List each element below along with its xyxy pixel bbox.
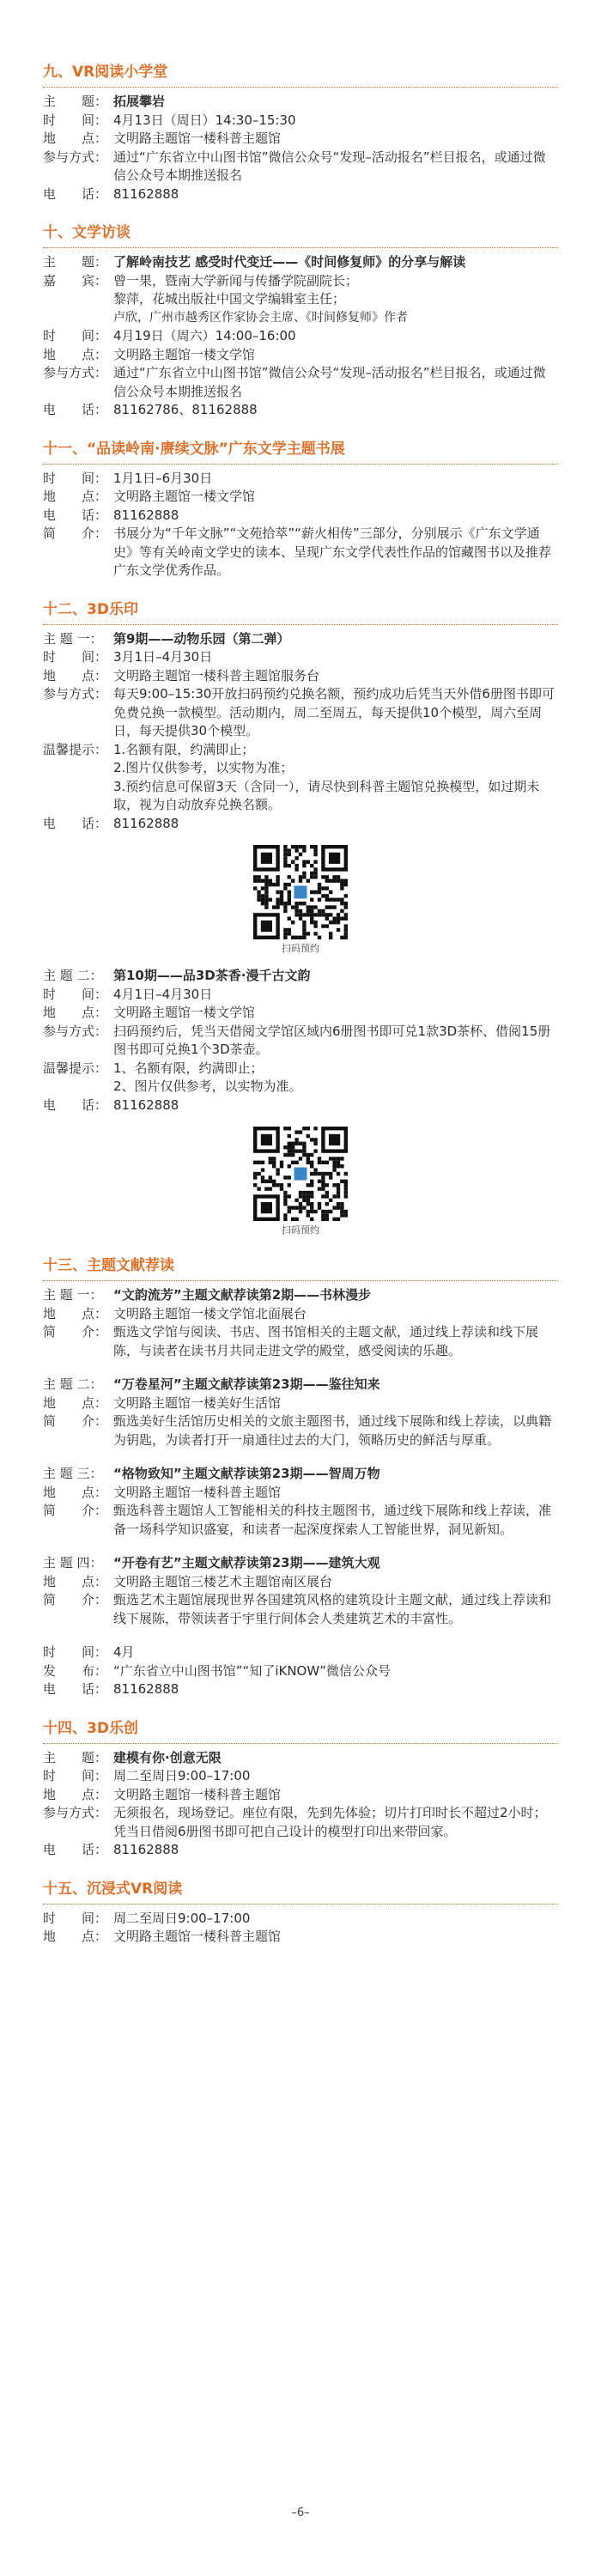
info-row: [43, 667, 558, 686]
page-number: –6–: [291, 2506, 310, 2519]
row-value: 4月19日（周六）14:00–16:00: [113, 328, 296, 343]
row-label: 时 间：: [43, 1768, 108, 1783]
row-value: 第10期——品3D茶香·漫千古文韵: [113, 968, 311, 983]
row-label: 时 间：: [43, 986, 108, 1002]
row-label: 地 点：: [43, 1305, 108, 1321]
info-row: [43, 290, 558, 309]
info-row: [43, 401, 558, 420]
row-label: 地 点：: [43, 1786, 108, 1802]
row-label: 时 间：: [43, 649, 108, 665]
row-value: 文明路主题馆一楼科普主题馆: [113, 131, 282, 146]
recommendation-common-info: [43, 1643, 558, 1699]
row-label: 参与方式：: [43, 686, 108, 702]
info-row: [43, 1023, 558, 1060]
row-value: 81162786、81162888: [113, 402, 258, 417]
row-label: 主 题 四：: [43, 1555, 103, 1571]
qr-code[interactable]: [253, 1127, 348, 1221]
info-row: [43, 1502, 558, 1539]
row-value: 甄选文学馆与阅读、书店、图书馆相关的主题文献，通过线上荐读和线下展陈，与读者在读书月共同走进文学的殿堂，感受阅读的乐趣。: [113, 1324, 539, 1358]
row-value: 文明路主题馆三楼艺术主题馆南区展台: [113, 1573, 333, 1589]
row-value: 文明路主题馆一楼科普主题馆: [113, 1929, 282, 1944]
row-label: 地 点：: [43, 346, 108, 362]
section-title: 九、VR阅读小学堂: [43, 62, 558, 88]
info-row: [43, 488, 558, 507]
info-row: [43, 1004, 558, 1023]
row-label: 嘉 宾：: [43, 272, 108, 289]
row-label: 时 间：: [43, 1644, 108, 1660]
info-row: [43, 1767, 558, 1786]
info-row: [43, 815, 558, 834]
info-row: [43, 1376, 558, 1394]
qr-code[interactable]: [253, 845, 348, 939]
info-row: [43, 93, 558, 112]
row-value: 每天9:00–15:30开放扫码预约兑换名额，预约成功后凭当天外借6册图书即可免费兑换一款模型。活动期内，周二至周五，每天提供10个模型，周六至周日，每天提供30个模型。: [113, 686, 555, 738]
info-row: [43, 1841, 558, 1860]
info-row: [43, 185, 558, 204]
row-value: 黎萍，花城出版社中国文学编辑室主任；: [113, 291, 346, 307]
section-guangdong-literature-book-exhibition: [43, 439, 558, 580]
row-value: 2.图片仅供参考，以实物为准；: [113, 760, 294, 775]
row-label: 温馨提示：: [43, 741, 108, 757]
row-label: 地 点：: [43, 1929, 108, 1944]
info-row: [43, 759, 558, 778]
info-row: [43, 778, 558, 815]
info-row: [43, 130, 558, 149]
qr-code-block: [43, 1127, 558, 1236]
recommendation-block: [43, 1286, 558, 1360]
section-literary-interview: [43, 222, 558, 420]
info-row: [43, 1643, 558, 1662]
row-label: 电 话：: [43, 815, 108, 831]
info-row: [43, 507, 558, 526]
row-label: 地 点：: [43, 667, 108, 683]
row-value: “开卷有艺”主题文献荐读第23期——建筑大观: [113, 1555, 380, 1571]
row-label: 电 话：: [43, 1681, 108, 1697]
row-label: 时 间：: [43, 1910, 108, 1926]
section-3d-creation: [43, 1718, 558, 1860]
qr-caption: 扫码预约: [282, 1224, 319, 1236]
row-label: [43, 1078, 113, 1097]
info-row: [43, 272, 558, 291]
row-value: 文明路主题馆一楼科普主题馆: [113, 1484, 282, 1500]
row-value: 曾一果，暨南大学新闻与传播学院副院长；: [113, 272, 359, 289]
row-value: 周二至周日9:00–17:00: [113, 1910, 251, 1926]
row-label: 主 题 一：: [43, 630, 103, 647]
section-3d-printing: [43, 599, 558, 1237]
row-value: 文明路主题馆一楼科普主题馆服务台: [113, 667, 320, 683]
row-value: 文明路主题馆一楼文学馆: [113, 489, 256, 504]
row-value: 81162888: [113, 1842, 179, 1857]
row-label: 主 题：: [43, 254, 108, 270]
info-row: [43, 1413, 558, 1449]
row-label: 发 布：: [43, 1662, 108, 1679]
section-title: 十三、主题文献荐读: [43, 1255, 558, 1281]
info-row: [43, 364, 558, 401]
qr-code-block: [43, 845, 558, 955]
recommendation-block: [43, 1376, 558, 1449]
row-label: 时 间：: [43, 112, 108, 128]
info-row: [43, 1286, 558, 1305]
row-label: [43, 759, 113, 778]
info-row: [43, 253, 558, 272]
row-label: 主 题 二：: [43, 1376, 103, 1392]
row-value: “万卷星河”主题文献荐读第23期——鉴往知来: [113, 1376, 380, 1392]
section-vr-reading-class: [43, 62, 558, 204]
row-label: 简 介：: [43, 1324, 108, 1340]
row-label: 参与方式：: [43, 365, 108, 380]
info-row: [43, 1394, 558, 1413]
row-label: 主 题：: [43, 1749, 108, 1765]
row-label: 电 话：: [43, 185, 108, 202]
row-label: [43, 778, 113, 815]
info-row: [43, 1804, 558, 1841]
row-value: 1月1日–6月30日: [113, 470, 213, 486]
info-row: [43, 327, 558, 346]
row-label: 主 题：: [43, 94, 108, 109]
row-value: 3.预约信息可保留3天（含同一），请尽快到科普主题馆兑换模型，如过期未取，视为自动放弃兑换名额。: [113, 778, 540, 812]
row-value: 第9期——动物乐园（第二弹）: [113, 630, 290, 647]
info-row: [43, 1680, 558, 1699]
info-row: [43, 1484, 558, 1503]
info-row: [43, 986, 558, 1005]
row-value: 通过“广东省立中山图书馆”微信公众号“发现–活动报名”栏目报名，或通过微信公众号本期推送报名: [113, 149, 546, 183]
row-value: 文明路主题馆一楼文学馆: [113, 1005, 256, 1020]
row-label: 简 介：: [43, 1413, 108, 1429]
info-row: [43, 525, 558, 580]
info-row: [43, 346, 558, 365]
section-title: 十二、3D乐印: [43, 599, 558, 625]
recommendation-block: [43, 1554, 558, 1628]
row-label: 时 间：: [43, 328, 108, 343]
info-row: [43, 685, 558, 741]
row-value: 卢欣，广州市越秀区作家协会主席、《时间修复师》作者: [113, 310, 408, 325]
row-value: 3月1日–4月30日: [113, 649, 213, 665]
row-value: 文明路主题馆一楼科普主题馆: [113, 1786, 282, 1802]
row-value: 4月1日–4月30日: [113, 986, 213, 1002]
info-row: [43, 1060, 558, 1078]
row-value: 了解岭南技艺 感受时代变迁——《时间修复师》的分享与解读: [113, 254, 466, 270]
info-row: [43, 112, 558, 131]
row-label: [43, 309, 113, 328]
row-value: 甄选美好生活馆历史相关的文旅主题图书，通过线下展陈和线上荐读，以典籍为钥匙，为读者打开一扇通往过去的大门，领略历史的鲜活与厚重。: [113, 1413, 552, 1448]
row-label: 简 介：: [43, 1592, 108, 1607]
row-value: 甄选科普主题馆人工智能相关的科技主题图书，通过线下展陈和线上荐读，准备一场科学知识盛宴，和读者一起深度探索人工智能世界，洞见新知。: [113, 1503, 552, 1537]
row-label: 电 话：: [43, 507, 108, 523]
row-label: 地 点：: [43, 1005, 108, 1020]
info-row: [43, 1910, 558, 1929]
row-label: 参与方式：: [43, 149, 108, 165]
row-label: 参与方式：: [43, 1805, 108, 1820]
row-value: 文明路主题馆一楼文学馆北面展台: [113, 1305, 307, 1321]
row-label: 地 点：: [43, 131, 108, 146]
info-row: [43, 1097, 558, 1115]
info-row: [43, 1573, 558, 1592]
info-row: [43, 741, 558, 760]
row-value: 1.名额有限，约满即止；: [113, 741, 255, 757]
info-row: [43, 1554, 558, 1573]
row-value: “广东省立中山图书馆”“知了iKNOW”微信公众号: [113, 1662, 391, 1679]
info-row: [43, 1078, 558, 1097]
row-label: 简 介：: [43, 1503, 108, 1518]
row-label: 时 间：: [43, 470, 108, 486]
row-value: 81162888: [113, 185, 179, 202]
row-value: 拓展攀岩: [113, 94, 166, 109]
row-label: [43, 290, 113, 309]
info-row: [43, 1591, 558, 1628]
row-label: 电 话：: [43, 1097, 108, 1113]
row-value: 甄选艺术主题馆展现世界各国建筑风格的建筑设计主题文献，通过线上荐读和线下展陈，带领读者于宇里行间体会人类建筑艺术的丰富性。: [113, 1592, 552, 1626]
section-title: 十一、“品读岭南·赓续文脉”广东文学主题书展: [43, 439, 558, 465]
row-label: 主 题 二：: [43, 968, 103, 983]
row-value: 扫码预约后，凭当天借阅文学馆区域内6册图书即可兑1款3D茶杯、借阅15册图书即可兑换1个3D茶壶。: [113, 1023, 551, 1057]
info-row: [43, 1305, 558, 1324]
info-row: [43, 470, 558, 489]
row-value: 书展分为“千年文脉”“文苑拾萃”“薪火相传”三部分，分别展示《广东文学通史》等有关岭南文学史的读本、呈现广东文学代表性作品的馆藏图书以及推荐广东文学优秀作品。: [113, 526, 552, 578]
row-label: 主 题 一：: [43, 1287, 103, 1303]
row-value: “文韵流芳”主题文献荐读第2期——书林漫步: [113, 1287, 372, 1303]
info-row: [43, 309, 558, 328]
row-value: 81162888: [113, 1097, 179, 1113]
info-row: [43, 967, 558, 986]
info-row: [43, 1662, 558, 1681]
row-value: 1、名额有限，约满即止；: [113, 1060, 264, 1076]
section-title: 十、文学访谈: [43, 222, 558, 248]
row-value: 81162888: [113, 507, 179, 523]
section-immersive-vr-reading: [43, 1879, 558, 1947]
row-value: 81162888: [113, 1681, 179, 1697]
info-row: [43, 1786, 558, 1805]
row-value: 建模有你·创意无限: [113, 1749, 222, 1765]
row-label: 主 题 三：: [43, 1466, 103, 1481]
row-label: 地 点：: [43, 1484, 108, 1500]
info-row: [43, 648, 558, 667]
section-title: 十四、3D乐创: [43, 1718, 558, 1744]
row-value: 81162888: [113, 815, 179, 831]
section-title: 十五、沉浸式VR阅读: [43, 1879, 558, 1905]
row-value: 通过“广东省立中山图书馆”微信公众号“发现–活动报名”栏目报名，或通过微信公众号本期推送报名: [113, 365, 546, 399]
info-row: [43, 1465, 558, 1484]
info-row: [43, 1749, 558, 1768]
row-label: 温馨提示：: [43, 1060, 108, 1076]
info-row: [43, 149, 558, 185]
row-value: 4月13日（周日）14:30–15:30: [113, 112, 296, 128]
info-row: [43, 630, 558, 649]
row-label: 参与方式：: [43, 1023, 108, 1039]
row-value: 4月: [113, 1644, 135, 1660]
row-value: “格物致知”主题文献荐读第23期——智周万物: [113, 1466, 380, 1481]
row-label: 地 点：: [43, 1573, 108, 1589]
section-themed-literature-recommendation: [43, 1255, 558, 1699]
row-label: 地 点：: [43, 489, 108, 504]
info-row: [43, 1323, 558, 1360]
row-value: 文明路主题馆一楼美好生活馆: [113, 1394, 282, 1411]
qr-caption: 扫码预约: [282, 943, 319, 954]
recommendation-block: [43, 1465, 558, 1539]
row-label: 电 话：: [43, 402, 108, 417]
row-value: 文明路主题馆一楼文学馆: [113, 346, 256, 362]
row-label: 地 点：: [43, 1394, 108, 1411]
info-row: [43, 1928, 558, 1947]
row-value: 周二至周日9:00–17:00: [113, 1768, 251, 1783]
row-value: 2、图片仅供参考，以实物为准。: [113, 1078, 302, 1094]
row-label: 电 话：: [43, 1842, 108, 1857]
row-value: 无须报名，现场登记。座位有限，先到先体验；切片打印时长不超过2小时；凭当日借阅6册图书即可把自己设计的模型打印出来带回家。: [113, 1805, 547, 1839]
row-label: 简 介：: [43, 526, 108, 541]
